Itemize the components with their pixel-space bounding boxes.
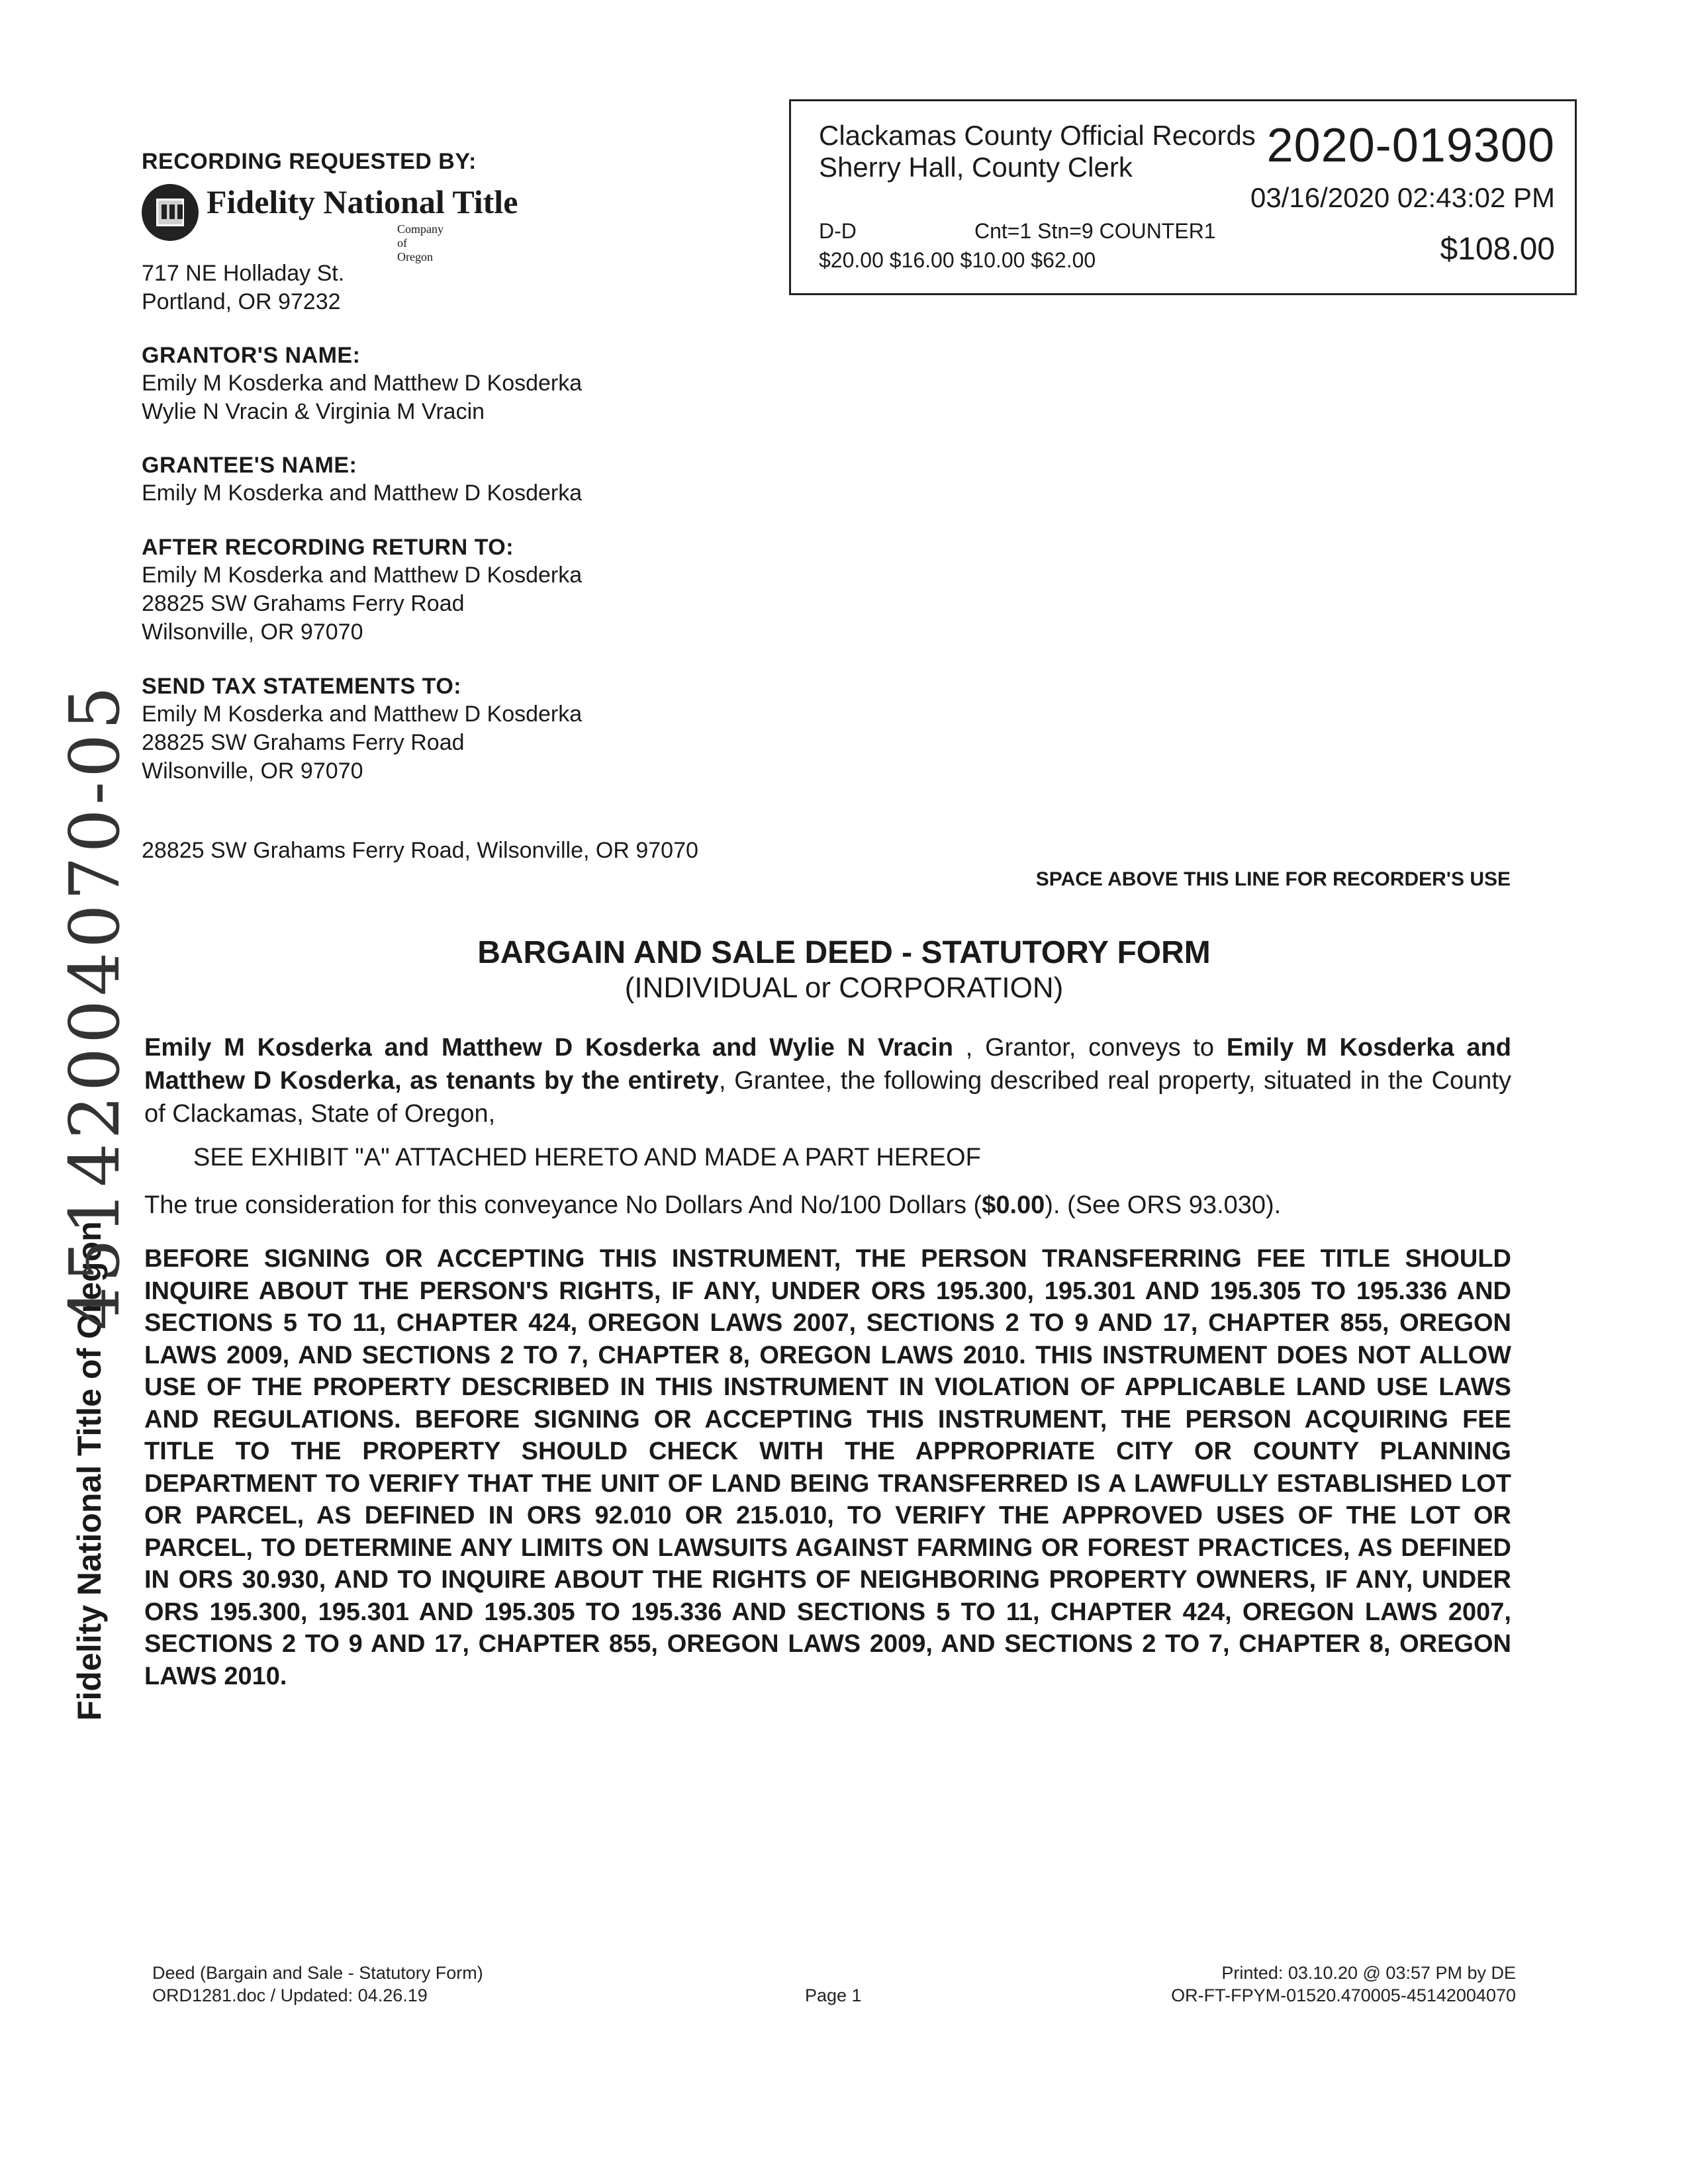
fee-total: $108.00 <box>1440 232 1555 267</box>
building-seal-icon <box>142 184 199 241</box>
footer-print-info <box>1171 1962 1516 2007</box>
logo-company-name: Fidelity National Title <box>207 183 518 220</box>
return-to-line2: 28825 SW Grahams Ferry Road <box>142 591 465 616</box>
tax-to-line2: 28825 SW Grahams Ferry Road <box>142 730 465 755</box>
consideration-line <box>144 1191 1281 1220</box>
conveyance-mid: , Grantor, conveys to <box>953 1034 1227 1062</box>
tax-to-heading: SEND TAX STATEMENTS TO: <box>142 674 462 699</box>
exhibit-reference: SEE EXHIBIT "A" ATTACHED HERETO AND MADE A PART HEREOF <box>193 1144 981 1171</box>
footer-form-name: Deed (Bargain and Sale - Statutory Form) <box>152 1963 483 1983</box>
requester-address-line1: 717 NE Holladay St. <box>142 261 345 286</box>
counter-info: Cnt=1 Stn=9 COUNTER1 <box>974 219 1216 243</box>
grantor-heading: GRANTOR'S NAME: <box>142 343 361 368</box>
recording-stamp-box <box>789 99 1577 295</box>
grantee-name: Emily M Kosderka and Matthew D Kosderka <box>142 480 583 506</box>
return-to-line3: Wilsonville, OR 97070 <box>142 619 363 645</box>
statutory-warning: BEFORE SIGNING OR ACCEPTING THIS INSTRUMENT, THE PERSON TRANSFERRING FEE TITLE SHOULD INQUIRE ABOUT THE PERSON'S RIGHTS, IF ANY, UNDER ORS 195.300, 195.301 AND 195.305 TO 195.336 AND SECTIONS 5 TO 11, CHAPTER 424, OREGON LAWS 2007, SECTIONS 2 TO 9 AND 17, CHAPTER 855, OREGON LAWS 2009, AND SECTIONS 2 TO 7, CHAPTER 8, OREGON LAWS 2010. THIS INSTRUMENT DOES NOT ALLOW USE OF THE PROPERTY DESCRIBED IN THIS INSTRUMENT IN VIOLATION OF APPLICABLE LAND USE LAWS AND REGULATIONS. BEFORE SIGNING OR ACCEPTING THIS INSTRUMENT, THE PERSON ACQUIRING FEE TITLE TO THE PROPERTY SHOULD CHECK WITH THE APPROPRIATE CITY OR COUNTY PLANNING DEPARTMENT TO VERIFY THAT THE UNIT OF LAND BEING TRANSFERRED IS A LAWFULLY ESTABLISHED LOT OR PARCEL, AS DEFINED IN ORS 92.010 OR 215.010, TO VERIFY THE APPROVED USES OF THE LOT OR PARCEL, TO DETERMINE ANY LIMITS ON LAWSUITS AGAINST FARMING OR FOREST PRACTICES, AS DEFINED IN ORS 30.930, AND TO INQUIRE ABOUT THE RIGHTS OF NEIGHBORING PROPERTY OWNERS, IF ANY, UNDER ORS 195.300, 195.301 AND 195.305 TO 195.336 AND SECTIONS 5 TO 11, CHAPTER 424, OREGON LAWS 2007, SECTIONS 2 TO 9 AND 17, CHAPTER 855, OREGON LAWS 2009, AND SECTIONS 2 TO 7, CHAPTER 8, OREGON LAWS 2010. <box>144 1245 1511 1690</box>
footer-page-number: Page 1 <box>805 1985 862 2005</box>
logo-company-sub: Company of Oregon <box>397 222 444 263</box>
county-records-label: Clackamas County Official Records <box>819 120 1256 151</box>
recording-requested-heading: RECORDING REQUESTED BY: <box>142 149 477 174</box>
fee-breakdown: $20.00 $16.00 $10.00 $62.00 <box>819 248 1096 272</box>
document-code: D-D <box>819 219 857 243</box>
return-to-line1: Emily M Kosderka and Matthew D Kosderka <box>142 563 583 588</box>
footer-form-updated: ORD1281.doc / Updated: 04.26.19 <box>152 1985 428 2005</box>
return-to-address <box>142 561 582 647</box>
side-company-stamp: Fidelity National Title of Oregon <box>71 1221 108 1721</box>
footer-printed: Printed: 03.10.20 @ 03:57 PM by DE <box>1221 1963 1516 1983</box>
recording-datetime: 03/16/2020 02:43:02 PM <box>1250 182 1555 213</box>
grantee-heading: GRANTEE'S NAME: <box>142 453 357 478</box>
tax-to-line3: Wilsonville, OR 97070 <box>142 758 363 784</box>
return-to-heading: AFTER RECORDING RETURN TO: <box>142 535 514 560</box>
requester-address <box>142 259 344 316</box>
document-number: 2020-019300 <box>1266 119 1555 172</box>
property-address: 28825 SW Grahams Ferry Road, Wilsonville, OR 97070 <box>142 838 698 863</box>
consideration-suffix: ). (See ORS 93.030). <box>1045 1191 1282 1219</box>
requester-address-line2: Portland, OR 97232 <box>142 289 341 314</box>
footer-order-number: OR-FT-FPYM-01520.470005-45142004070 <box>1171 1985 1516 2005</box>
conveyance-grantees: Emily M Kosderka and Matthew D Kosderka, as tenants by the entirety <box>144 1034 1511 1095</box>
consideration-prefix: The true consideration for this conveyance No Dollars And No/100 Dollars ( <box>144 1191 982 1219</box>
deed-subtitle: (INDIVIDUAL or CORPORATION) <box>624 972 1064 1004</box>
county-clerk-label: Sherry Hall, County Clerk <box>819 152 1133 183</box>
grantor-names <box>142 369 582 426</box>
grantor-line1: Emily M Kosderka and Matthew D Kosderka <box>142 371 583 396</box>
conveyance-grantors: Emily M Kosderka and Matthew D Kosderka and Wylie N Vracin <box>144 1034 953 1062</box>
conveyance-end: , Grantee, the following described real property, situated in the County of Clackamas, State of Oregon, <box>144 1067 1511 1128</box>
handwritten-file-number: 45142004070-05 <box>54 682 135 1330</box>
grantor-line2: Wylie N Vracin & Virginia M Vracin <box>142 399 485 424</box>
consideration-amount: $0.00 <box>982 1191 1045 1219</box>
tax-to-line1: Emily M Kosderka and Matthew D Kosderka <box>142 702 583 727</box>
deed-title: BARGAIN AND SALE DEED - STATUTORY FORM <box>477 935 1211 970</box>
footer-form-info <box>152 1962 483 2007</box>
tax-to-address <box>142 700 582 786</box>
conveyance-paragraph <box>144 1031 1511 1130</box>
recorder-space-note: SPACE ABOVE THIS LINE FOR RECORDER'S USE <box>1035 868 1511 890</box>
